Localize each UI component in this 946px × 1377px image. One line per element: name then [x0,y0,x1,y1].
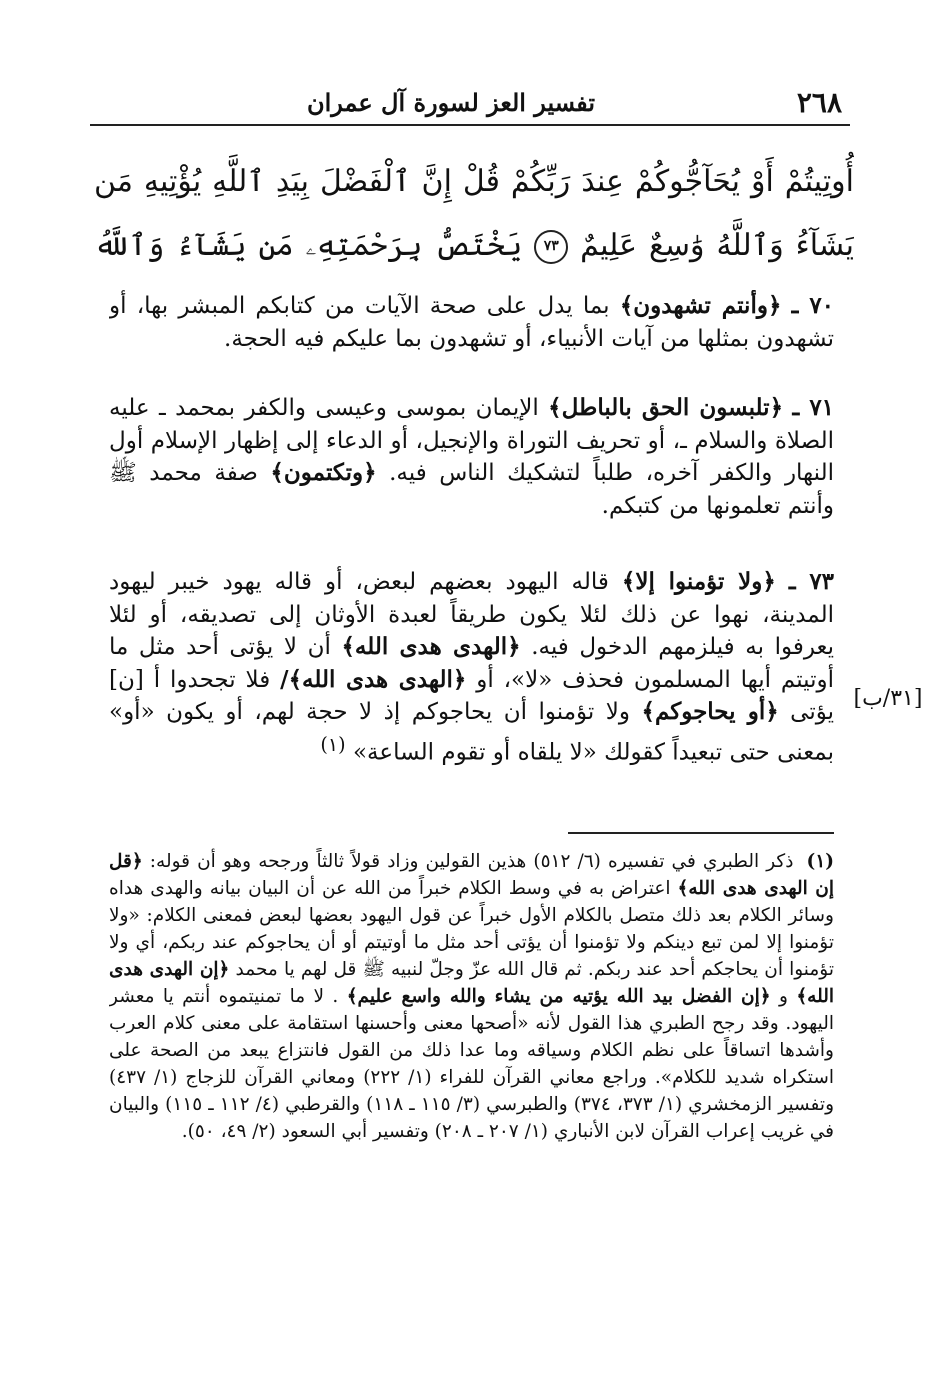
paragraph-text: الإيمان بموسى وعيسى والكفر بمحمد ـ عليه الصلاة والسلام ـ، أو تحريف التوراة والإنجيل، أو الدعاء إلى إظهار الإسلام أول النهار والكفر آخره، طلباً لتشكيك الناس فيه. [109,395,834,486]
verse-number: ٧٣ ـ [788,568,834,595]
quoted-phrase: ﴿تلبسون الحق بالباطل﴾ [548,394,784,421]
footnote-text: و [779,986,788,1007]
quoted-phrase: ﴿قل إن الهدى هدى الله﴾ [109,851,834,899]
quoted-phrase: ﴿إن الهدى هدى الله﴾ [109,959,834,1007]
footnote-marker: (١) [806,851,834,872]
paragraph-text: ولا تؤمنوا أن يحاجوكم إذ لا حجة لهم، أو يكون «أو» بمعنى حتى تبعيداً كقولك «لا يلقاه أو تقوم الساعة» [109,699,834,766]
verse-line-1: أُوتِيتُمْ أَوْ يُحَآجُّوكُمْ عِندَ رَبِّكُمْ قُلْ إِنَّ ٱلْفَضْلَ بِيَدِ ٱللَّهِ يُؤْتِيهِ مَن يَشَآءُ وَٱللَّهُ وَٰسِعٌ عَلِيمٌ [94,164,854,263]
quoted-phrase: ﴿الهدى هدى الله﴾ [341,633,521,660]
paragraph-text: قاله اليهود بعضهم لبعض، أو قاله يهود خيبر ليهود المدينة، نهوا عن ذلك لئلا يكون طريقاً لعبدة الأوثان إلى تصديقه، أو لئلا يعرفوا به فيلزمهم الدخول فيه. [109,569,834,660]
quoted-phrase: ﴿وأنتم تشهدون﴾ [619,292,782,319]
page-number: ٢٦٨ [796,86,842,119]
quoted-phrase: ﴿أو يحاجوكم﴾ [641,698,779,725]
verse-number: ٧١ ـ [792,394,834,421]
quoted-phrase: ﴿الهدى هدى الله﴾/ [280,665,467,693]
quran-verses [94,150,854,280]
footnote-text: اعتراض به في وسط الكلام خبراً من الله عن أن البيان بيانه والهدى هداه وسائر الكلام بعد ذلك متصل بالكلام الأول خبراً عن قول اليهود بعضها لبعض فمعنى الكلام: «ولا تؤمنوا إلا لمن تبع دينكم ولا تؤمنوا أن يؤتى أحد مثل ما أوتيتم أو أن يحاجوكم عند ربكم، أي ولا تؤمنوا أن يحاجكم أحد عند ربكم. ثم قال الله عزّ وجلّ لنبيه ﷺ قل لهم يا محمد [109,878,834,980]
commentary-paragraph-73 [109,566,834,796]
footnote-text: . لا ما تمنيتموه أنتم يا معشر اليهود. وقد رجح الطبري هذا القول لأنه «أصحها معنى وأحسنها استقامة على معنى كلام العرب وأشدها اتساقاً على نظم الكلام وسياقه وما عدا ذلك من القول فانتزاع يبعد من الصحة على استكراه شديد للكلام». وراجع معاني القرآن للفراء (١/ ٢٢٢) ومعاني القرآن للزجاج (١/ ٤٣٧) وتفسير الزمخشري (١/ ٣٧٣، ٣٧٤) والطبرسي (٣/ ١١٥ ـ ١١٨) والقرطبي (٤/ ١١٢ ـ ١١٥) والبيان في غريب إعراب القرآن لابن الأنباري (١/ ٢٠٧ ـ ٢٠٨) وتفسير أبي السعود (٢/ ٤٩، ٥٠). [109,986,834,1142]
footnote-divider [568,832,834,834]
paragraph-text: بما يدل على صحة الآيات من كتابكم المبشر بها، أو تشهدون بمثلها من آيات الأنبياء، أو تشهدون بما عليكم فيه الحجة. [109,293,834,352]
verse-number: ٧٠ ـ [791,292,834,319]
paragraph-text: فلا تجحدوا أ [ن] يؤتى [109,666,834,725]
footnote-text: ذكر الطبري في تفسيره (٦/ ٥١٢) هذين القولين وزاد قولاً ثالثاً ورجحه وهو أن قوله: [149,851,794,872]
quoted-phrase: ﴿ولا تؤمنوا إلا﴾ [621,568,776,595]
paragraph-text: أن لا يؤتى أحد مثل ما أوتيتم أيها المسلمون فحذف «لا»، أو [109,634,834,693]
manuscript-folio-reference: [٣١/ب] [853,686,923,711]
commentary-paragraph-70 [109,290,834,368]
verse-line-2: يَخْتَصُّ بِرَحْمَتِهِۦ مَن يَشَآءُ وَٱللَّهُ [94,228,523,263]
footnote-reference[interactable]: (١) [320,732,346,756]
quoted-phrase: ﴿إن الفضل بيد الله يؤتيه من يشاء والله واسع عليم﴾ [346,986,771,1007]
page-header [90,84,850,126]
footnote-1 [109,848,834,1288]
quoted-phrase: ﴿وتكتمون﴾ [270,459,377,486]
running-title: تفسير العز لسورة آل عمران [306,88,595,117]
paragraph-text: صفة محمد ﷺ وأنتم تعلمونها من كتبكم. [109,460,834,519]
ayah-number-marker: ٧٣ [534,230,568,264]
commentary-paragraph-71 [109,392,834,557]
